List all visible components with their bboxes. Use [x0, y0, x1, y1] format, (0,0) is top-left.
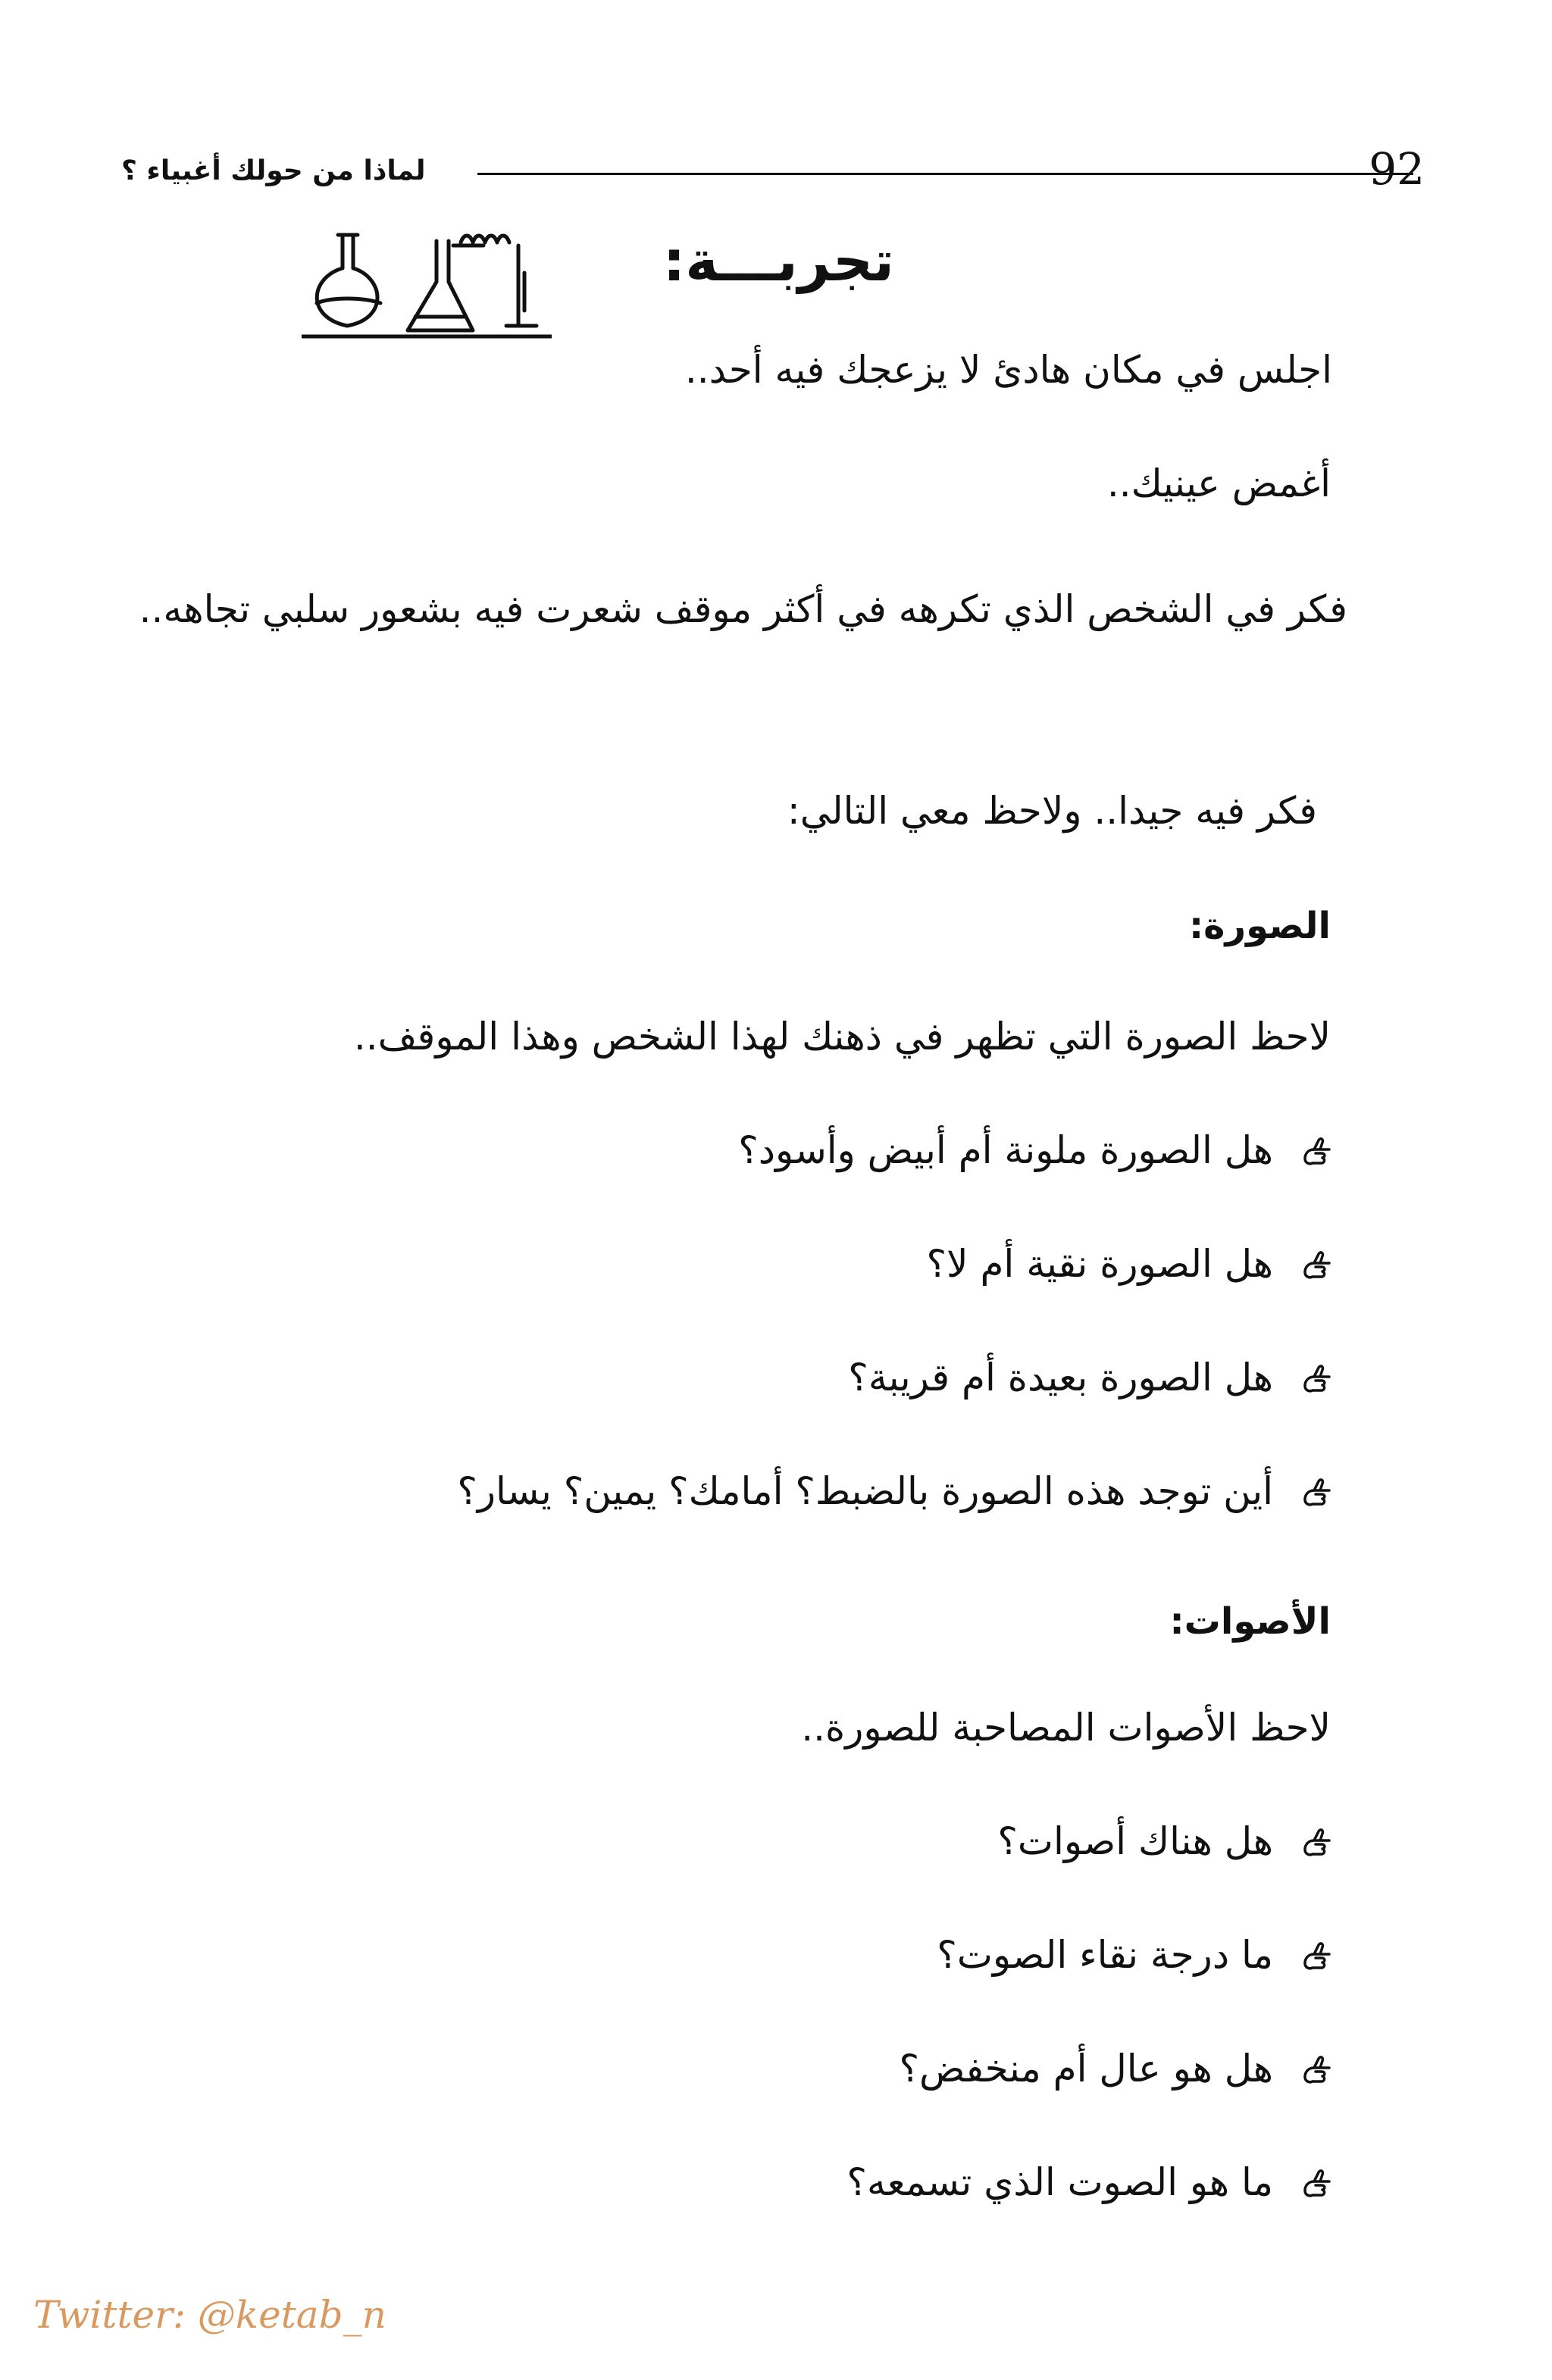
question-text: ما هو الصوت الذي تسمعه؟: [846, 2160, 1273, 2204]
hand-pointer-icon: [1299, 1246, 1334, 1281]
hand-pointer-icon: [1299, 2051, 1334, 2086]
page-header: [121, 142, 1425, 203]
hand-pointer-icon: [1299, 2165, 1334, 2200]
hand-pointer-icon: [1299, 1133, 1334, 1168]
paragraph-close-eyes: أغمض عينيك..: [1106, 461, 1331, 505]
question-text: هل الصورة ملونة أم أبيض وأسود؟: [738, 1128, 1273, 1172]
question-text: هل هناك أصوات؟: [997, 1819, 1273, 1863]
hand-pointer-icon: [1299, 1824, 1334, 1859]
list-item: [846, 2152, 1334, 2213]
question-text: أين توجد هذه الصورة بالضبط؟ أمامك؟ يمين؟ يسار؟: [457, 1469, 1273, 1513]
running-title: لماذا من حولك أغبياء ؟: [121, 155, 426, 186]
list-item: [738, 1120, 1334, 1181]
list-item: [927, 1234, 1334, 1294]
sounds-intro: لاحظ الأصوات المصاحبة للصورة..: [801, 1706, 1331, 1750]
twitter-watermark: Twitter: @ketab_n: [33, 2293, 386, 2337]
lab-flasks-icon: [302, 227, 552, 341]
image-intro: لاحظ الصورة التي تظهر في ذهنك لهذا الشخص وهذا الموقف..: [353, 1015, 1331, 1059]
sounds-heading: الأصوات:: [1169, 1600, 1331, 1643]
section-title: تجربـــة:: [662, 229, 894, 294]
hand-pointer-icon: [1299, 1937, 1334, 1972]
question-text: هل هو عال أم منخفض؟: [899, 2047, 1273, 2091]
hand-pointer-icon: [1299, 1474, 1334, 1509]
page-number: 92: [1369, 143, 1425, 195]
list-item: [848, 1347, 1334, 1408]
header-rule: [477, 173, 1413, 175]
hand-pointer-icon: [1299, 1360, 1334, 1395]
list-item: [997, 1811, 1334, 1872]
question-text: ما درجة نقاء الصوت؟: [937, 1933, 1273, 1977]
list-item: [457, 1461, 1334, 1522]
question-text: هل الصورة بعيدة أم قريبة؟: [848, 1356, 1273, 1400]
paragraph-sit-quietly: اجلس في مكان هادئ لا يزعجك فيه أحد..: [684, 348, 1332, 392]
question-text: هل الصورة نقية أم لا؟: [926, 1242, 1273, 1286]
list-item: [937, 1925, 1334, 1985]
list-item: [900, 2038, 1334, 2099]
image-heading: الصورة:: [1188, 905, 1331, 947]
paragraph-think-person: فكر في الشخص الذي تكرهه في أكثر موقف شعرت فيه بشعور سلبي تجاهه..: [139, 587, 1347, 631]
paragraph-think-well: فكر فيه جيدا.. ولاحظ معي التالي:: [787, 789, 1317, 833]
